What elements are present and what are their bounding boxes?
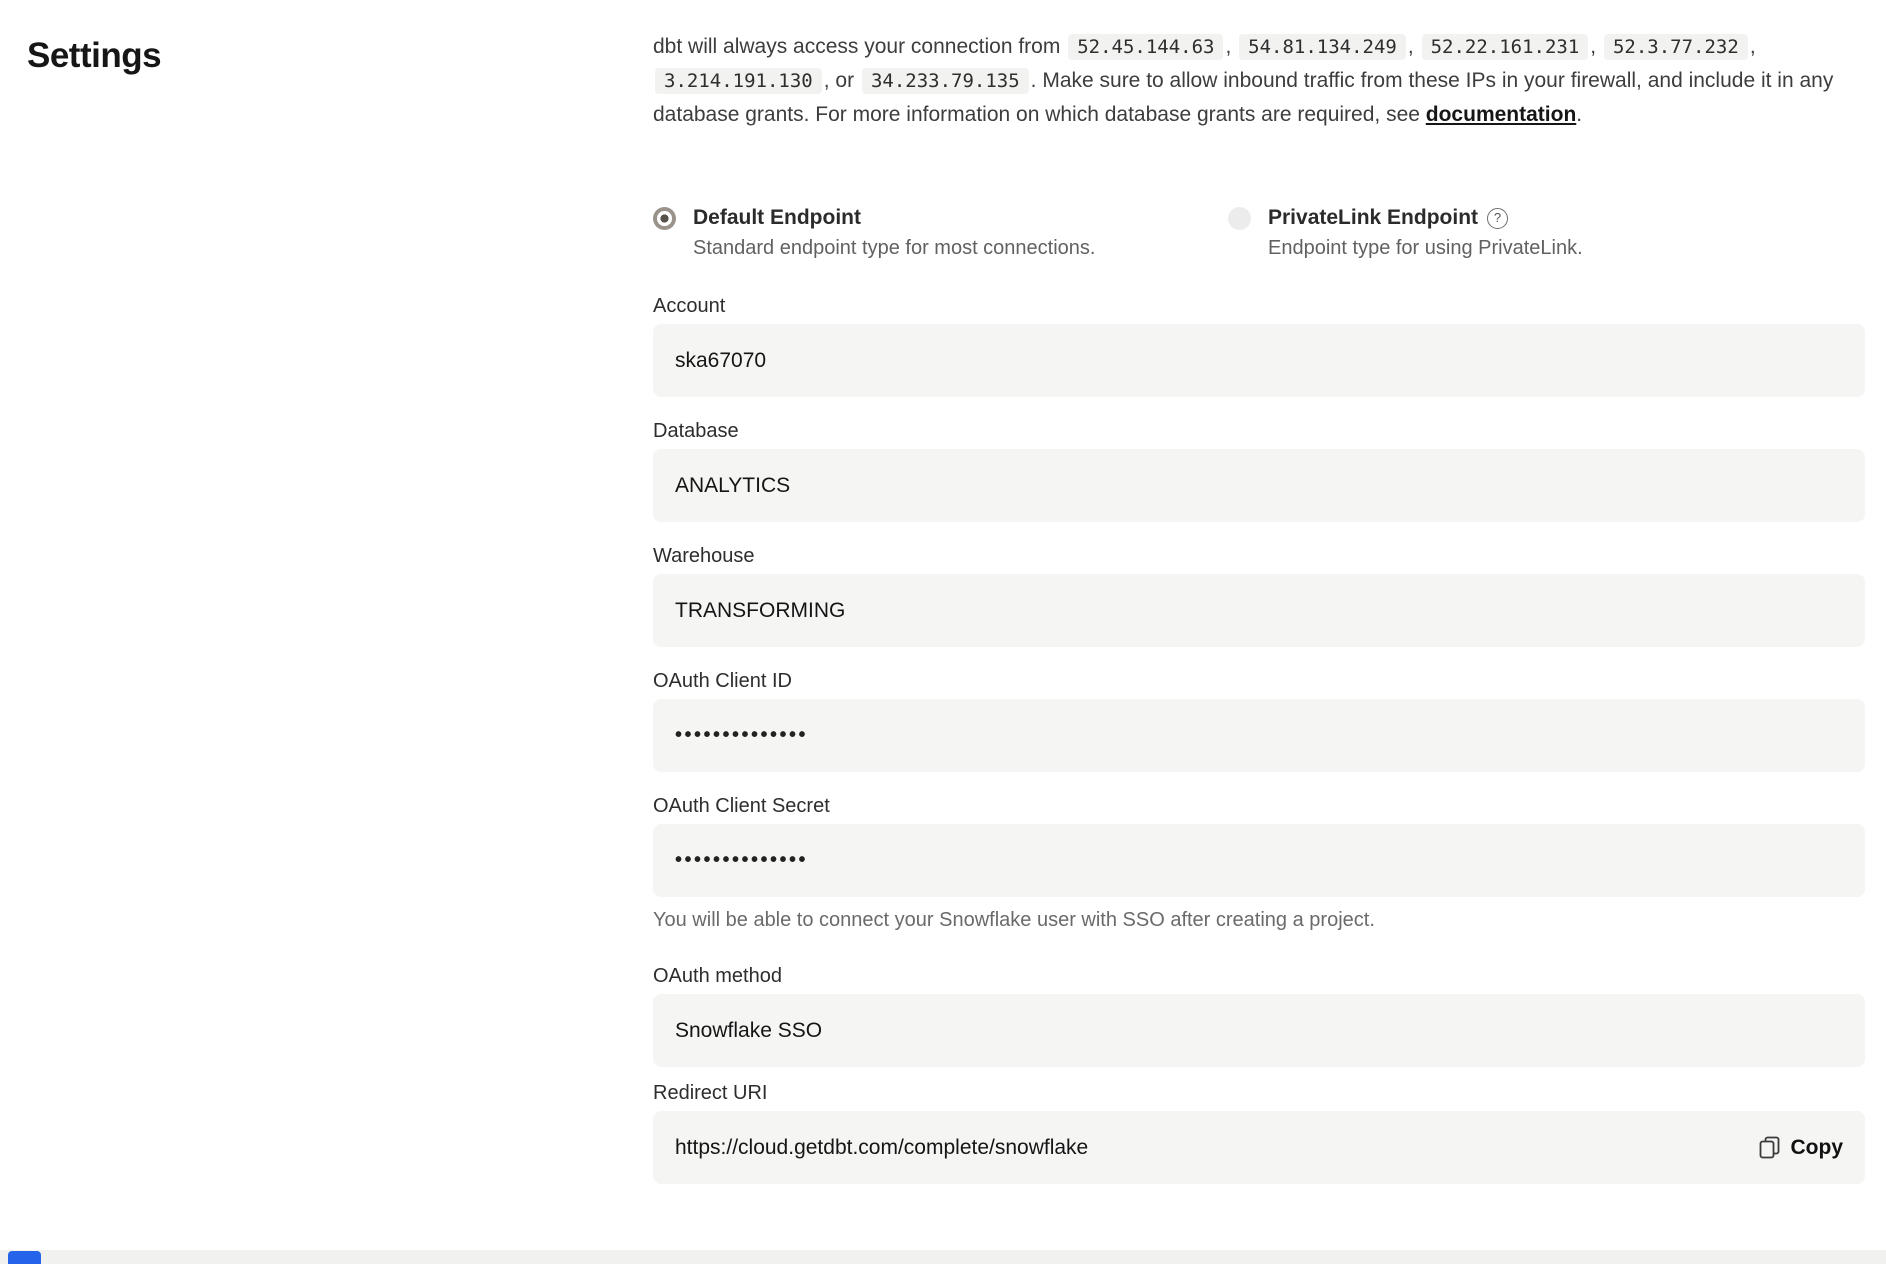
or-word: or: [835, 69, 855, 92]
endpoint-type-radio-group: [653, 206, 1865, 260]
copy-icon: [1759, 1136, 1780, 1160]
ip-chip: 3.214.191.130: [655, 68, 822, 94]
oauth-client-secret-input[interactable]: ••••••••••••••: [653, 824, 1865, 897]
ip-chip: 52.45.144.63: [1068, 34, 1223, 60]
left-heading-column: [0, 0, 653, 1184]
page-title: Settings: [27, 36, 162, 75]
oauth-method-input[interactable]: Snowflake SSO: [653, 994, 1865, 1067]
ip-chip: 54.81.134.249: [1239, 34, 1406, 60]
oauth-client-id-field-label: OAuth Client ID: [653, 670, 792, 692]
warehouse-field-label: Warehouse: [653, 545, 755, 567]
oauth-client-secret-field-group: [653, 794, 1865, 932]
warehouse-field-group: [653, 544, 1865, 647]
account-field-label: Account: [653, 295, 726, 317]
question-mark-circle-icon[interactable]: ?: [1487, 208, 1508, 229]
ip-chip: 52.3.77.232: [1604, 34, 1748, 60]
ip-chip: 34.233.79.135: [862, 68, 1029, 94]
radio-option-default-endpoint[interactable]: [653, 206, 1228, 260]
account-field-group: [653, 294, 1865, 397]
redirect-uri-input[interactable]: https://cloud.getdbt.com/complete/snowflake Copy: [653, 1111, 1865, 1184]
database-field-label: Database: [653, 420, 739, 442]
separator: ,: [1749, 35, 1756, 58]
radio-selected-icon[interactable]: [653, 207, 676, 230]
radio-unselected-icon[interactable]: [1228, 207, 1251, 230]
oauth-method-field-group: [653, 964, 1865, 1067]
sentence-end: .: [1576, 103, 1583, 126]
documentation-link[interactable]: documentation: [1425, 103, 1577, 126]
copy-button-label: Copy: [1790, 1135, 1843, 1159]
database-field-group: [653, 419, 1865, 522]
account-input[interactable]: ska67070: [653, 324, 1865, 397]
separator: ,: [1225, 35, 1232, 58]
connection-fields: [653, 294, 1865, 1184]
radio-description: Standard endpoint type for most connections.: [693, 237, 1096, 259]
oauth-client-secret-field-label: OAuth Client Secret: [653, 795, 830, 817]
database-input[interactable]: ANALYTICS: [653, 449, 1865, 522]
redirect-uri-field-group: [653, 1081, 1865, 1184]
oauth-client-id-input[interactable]: ••••••••••••••: [653, 699, 1865, 772]
ip-chip: 52.22.161.231: [1422, 34, 1589, 60]
connection-settings-form: [653, 0, 1865, 1184]
clipped-blue-button-fragment[interactable]: [8, 1251, 41, 1264]
oauth-client-id-field-group: [653, 669, 1865, 772]
radio-option-privatelink-endpoint[interactable]: [1228, 206, 1583, 260]
radio-label: Default Endpoint: [693, 206, 861, 229]
separator: ,: [1407, 35, 1414, 58]
separator: ,: [1590, 35, 1597, 58]
radio-description: Endpoint type for using PrivateLink.: [1268, 237, 1583, 259]
footer-divider-band: [0, 1250, 1886, 1264]
warehouse-input[interactable]: TRANSFORMING: [653, 574, 1865, 647]
oauth-method-field-label: OAuth method: [653, 965, 782, 987]
intro-prefix: dbt will always access your connection from: [653, 35, 1061, 58]
connection-info-text: [653, 30, 1865, 131]
sso-helper-text: You will be able to connect your Snowflake user with SSO after creating a project.: [653, 909, 1375, 931]
intro-suffix: . Make sure to allow inbound traffic from these IPs in your firewall, and include it in any database grants. For more information on which database grants are required, see: [653, 69, 1834, 126]
redirect-uri-field-label: Redirect URI: [653, 1082, 768, 1104]
radio-label: PrivateLink Endpoint ?: [1268, 206, 1583, 230]
copy-button[interactable]: [1759, 1136, 1844, 1160]
separator: ,: [823, 69, 830, 92]
